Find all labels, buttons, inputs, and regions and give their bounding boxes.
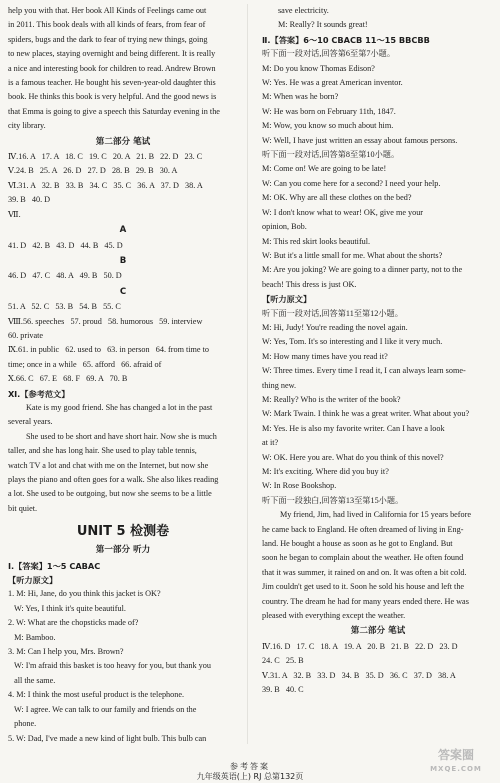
monologue [262,508,494,623]
passage-line: that Emma is going to give a speech this Saturday evening in the [8,106,220,116]
essay-line: a lot. She used to be outgoing, but now she seems to be a little [8,489,212,499]
script-line: save electricity. [278,6,329,15]
script-line: M: Really? It sounds great! [278,20,368,30]
dialogue-line: 4. M: I think the most useful product is the telephone. [8,690,185,700]
script-line: W: He was born on February 11th, 1847. [262,106,396,116]
script-line: W: I don't know what to wear! OK, give me your [262,207,424,217]
answer-line: 24. C 25. B [262,656,304,666]
subsection-label: A [119,225,127,236]
answer-line: Ⅶ. [8,209,21,219]
dialogue-line: W: Yes, I think it's quite beautiful. [8,603,126,613]
script-line: beach! This dress is just OK. [262,279,357,289]
part2-heading-left: 第二部分 笔试 [95,136,151,147]
monologue-line: pleased with everything except the weather. [262,611,406,621]
monologue-line: land. He bought a house as soon as he got to England. But [262,539,453,549]
instruction-line: 听下面一段对话,回答第11至第12小题。 [262,308,403,318]
passage-line: a nice and interesting book for children to read. Andrew Brown [8,63,216,73]
answer-line: Ⅷ.56. speeches 57. proud 58. humorous 59. interview [8,316,203,326]
dialogue-line: 1. M: Hi, Jane, do you think this jacket is OK? [8,589,161,599]
dialogues [8,587,238,745]
right-column [262,4,494,698]
answer-line: Ⅸ.61. in public 62. used to 63. in person 64. from time to [8,345,209,355]
subsection-label: B [119,255,127,266]
script-line: M: Are you joking? We are going to a dinner party, not to the [262,265,463,275]
script-line: M: Wow, you know so much about him. [262,121,394,131]
script-line: W: Yes. He was a great American inventor. [262,78,403,88]
answer-line: 41. D 42. B 43. D 44. B 45. D [8,240,123,250]
dialogue-line: 3. M: Can I help you, Mrs. Brown? [8,647,124,657]
dialogue-line: W: I'm afraid this basket is too heavy for you, but thank you [8,661,211,671]
monologue-line: country. The dream he had for many years ended there. He was [262,596,469,606]
dialogue-line: 2. W: What are the chopsticks made of? [8,618,139,628]
listening-script-label: 【听力原文】 [262,294,312,305]
reference-essay [8,401,238,516]
passage-line: spiders, bugs and the dark to fear of trying new things, going [8,34,208,44]
script-line: W: OK. Here you are. What do you think of this novel? [262,452,444,462]
monologue-line: Jim couldn't get used to it. Soon he sold his house and left the [262,582,465,592]
essay-line: Kate is my good friend. She has changed a lot in the past [26,402,213,412]
answer-line: 51. A 52. C 53. B 54. B 55. C [8,302,121,312]
q2-answer: Ⅱ.【答案】6～10 CBACB 11～15 BBCBB [262,34,430,45]
script-line: M: Come on! We are going to be late! [262,164,387,174]
answer-line: Ⅵ.31. A 32. B 33. B 34. C 35. C 36. A 37. D 38. A [8,180,203,190]
q1-answer: Ⅰ.【答案】1～5 CABAC [8,560,101,571]
script-line: at it? [262,438,279,448]
script-line: M: Hi, Judy! You're reading the novel again. [262,322,408,332]
dialogue-line: M: Bamboo. [8,632,56,642]
left-column [8,4,238,746]
passage-line: is a famous teacher. He bought his seven-year-old daughter this [8,78,216,88]
footer-title: 参考答案 [230,762,270,771]
answer-line: time; once in a while 65. afford 66. afraid of [8,359,162,369]
essay-line: plays the piano and often goes for a walk. She also likes reading [8,475,219,484]
script-line: M: When was he born? [262,92,339,102]
passage-top [8,4,238,134]
answers-block-right [262,640,494,698]
script-line: M: Do you know Thomas Edison? [262,63,375,73]
script-line: thing new. [262,380,297,390]
reference-essay-label: Ⅺ.【参考范文】 [8,388,70,399]
watermark-logo [416,748,496,780]
listening-script-label: 【听力原文】 [8,575,58,586]
monologue-line: he came back to England. He often dreamed of living in Eng- [262,524,464,534]
essay-line: bit quiet. [8,503,38,513]
answer-line: Ⅴ.31. A 32. B 33. D 34. B 35. D 36. C 37. D 38. A [262,670,456,680]
essay-line: She used to be short and have short hair. Now she is much [26,431,217,441]
instruction-line: 听下面一段对话,回答第8至第10小题。 [262,150,400,160]
part2-heading-right: 第二部分 笔试 [350,626,406,637]
watermark-text: 答案圈 [437,748,474,762]
dialogue-line: W: I agree. We can talk to our family and friends on the [8,704,197,714]
instruction-line: 听下面一段独白,回答第13至第15小题。 [262,495,404,505]
answer-line: 39. B 40. C [262,685,304,695]
script-line: W: Yes, Tom. It's so interesting and I like it very much. [262,337,443,347]
script-line: M: Yes. He is also my favorite writer. Can I have a look [262,423,445,433]
essay-line: taller, and she has long hair. She used to play table tennis, [8,446,197,456]
passage-line: book. He thinks this book is very helpful. And the good news is [8,92,217,102]
monologue-line: that it was summer, it rained on and on. It was often a bit cold. [262,567,467,577]
script-line: W: Well, I have just written an essay about famous persons. [262,135,458,145]
answer-line: 46. D 47. C 48. A 49. B 50. D [8,271,122,281]
script-line: W: But it's a little small for me. What about the shorts? [262,250,443,260]
passage-line: city library. [8,121,46,131]
column-divider [247,4,248,744]
passage-line: help you with that. Her book All Kinds of Feelings came out [8,6,207,15]
subsection-label: C [119,286,127,297]
footer-page-info: 九年级英语(上) RJ 总第132页 [196,772,304,781]
answer-line: Ⅹ.66. C 67. E 68. F 69. A 70. B [8,374,128,384]
script-line: W: In Rose Bookshop. [262,481,337,491]
dialogue-line: all the same. [8,675,56,685]
unit-title: UNIT 5 检测卷 [76,524,170,540]
script-line: M: How many times have you read it? [262,351,388,361]
script-line: W: Can you come here for a second? I need your help. [262,178,441,188]
right-top-lines [262,4,494,508]
monologue-line: soon he began to complain about the weather. He often found [262,553,464,563]
passage-line: to new places, staying overnight and being different. It is really [8,49,216,59]
essay-line: several years. [8,417,53,427]
script-line: M: Really? Who is the writer of the book? [262,394,401,404]
script-line: W: Three times. Every time I read it, I can always learn some- [262,366,466,376]
script-line: M: This red skirt looks beautiful. [262,236,371,246]
passage-line: in 2011. This book deals with all kinds of fears, from fear of [8,20,206,30]
answers-block-left [8,150,238,401]
watermark-url: MXQE.COM [430,765,482,773]
script-line: M: It's exciting. Where did you buy it? [262,467,389,476]
monologue-line: My friend, Jim, had lived in California for 15 years before [280,510,471,520]
script-line: M: OK. Why are all these clothes on the bed? [262,193,412,203]
answer-line: Ⅳ.16. D 17. C 18. A 19. A 20. B 21. B 22. D 23. D [262,641,458,651]
instruction-line: 听下面一段对话,回答第6至第7小题。 [262,49,396,59]
answer-line: Ⅳ.16. A 17. A 18. C 19. C 20. A 21. B 22. D 23. C [8,152,203,162]
essay-line: watch TV a lot and chat with me on the Internet, but now she [8,460,209,470]
part1-heading: 第一部分 听力 [95,545,151,556]
answer-line: Ⅴ.24. B 25. A 26. D 27. D 28. B 29. B 30. A [8,166,178,176]
script-line: W: Mark Twain. I think he was a great writer. What about you? [262,409,470,419]
dialogue-line: phone. [8,719,37,729]
answer-line: 60. private [8,330,44,340]
script-line: opinion, Bob. [262,222,307,232]
dialogue-line: 5. W: Dad, I've made a new kind of light bulb. This bulb can [8,733,207,743]
answer-line: 39. B 40. D [8,195,51,205]
